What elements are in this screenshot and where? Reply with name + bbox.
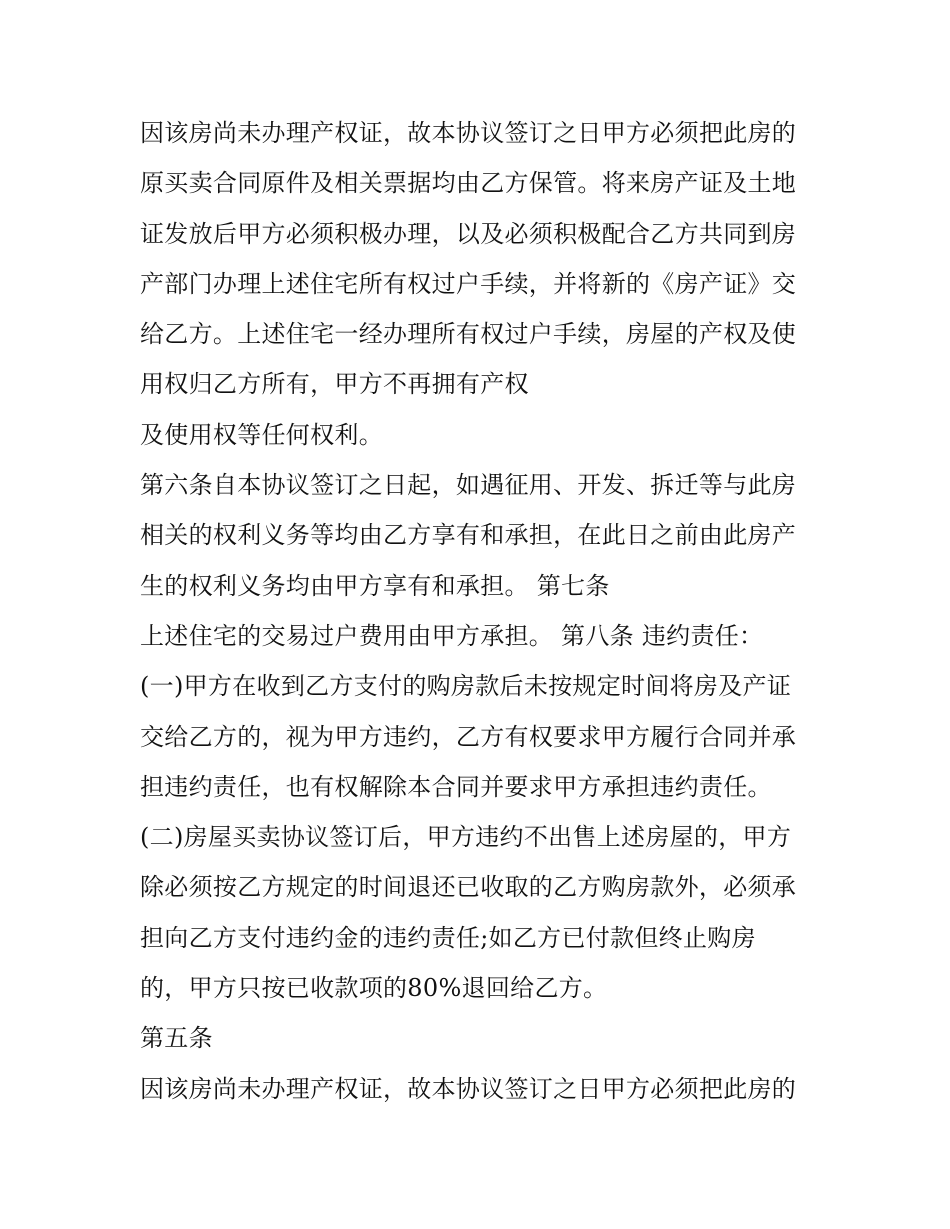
text-line: 的，甲方只按已收款项的80%退回给乙方。 [140,974,608,1003]
text-line: 担向乙方支付违约金的违约责任;如乙方已付款但终止购房 [140,923,756,952]
article-six-line: 第六条自本协议签订之日起，如遇征用、开发、拆迁等与此房 [140,471,797,500]
text-line: 生的权利义务均由甲方享有和承担。 第七条 [140,571,610,600]
text-line: 担违约责任，也有权解除本合同并要求甲方承担违约责任。 [140,772,772,801]
text-line: 相关的权利义务等均由乙方享有和承担，在此日之前由此房产 [140,521,797,550]
text-line: 产部门办理上述住宅所有权过户手续，并将新的《房产证》交 [140,269,797,298]
text-line: 因该房尚未办理产权证，故本协议签订之日甲方必须把此房的 [140,119,797,147]
article-five-heading: 第五条 [140,1024,213,1053]
text-line: 原买卖合同原件及相关票据均由乙方保管。将来房产证及土地 [140,169,797,198]
clause-one-line: (一)甲方在收到乙方支付的购房款后未按规定时间将房及产证 [140,672,792,701]
text-line: 及使用权等任何权利。 [140,420,383,449]
text-line: 因该房尚未办理产权证，故本协议签订之日甲方必须把此房的 [140,1074,797,1103]
text-line: 给乙方。上述住宅一经办理所有权过户手续，房屋的产权及使 [140,320,797,349]
text-line: 交给乙方的，视为甲方违约，乙方有权要求甲方履行合同并承 [140,722,797,751]
document-body [140,108,830,1114]
text-line: 上述住宅的交易过户费用由甲方承担。 第八条 违约责任： [140,621,764,650]
clause-two-line: (二)房屋买卖协议签订后，甲方违约不出售上述房屋的，甲方 [140,823,792,852]
text-line: 用权归乙方所有，甲方不再拥有产权 [140,370,529,399]
text-line: 除必须按乙方规定的时间退还已收取的乙方购房款外，必须承 [140,873,797,902]
text-line: 证发放后甲方必须积极办理，以及必须积极配合乙方共同到房 [140,219,797,248]
